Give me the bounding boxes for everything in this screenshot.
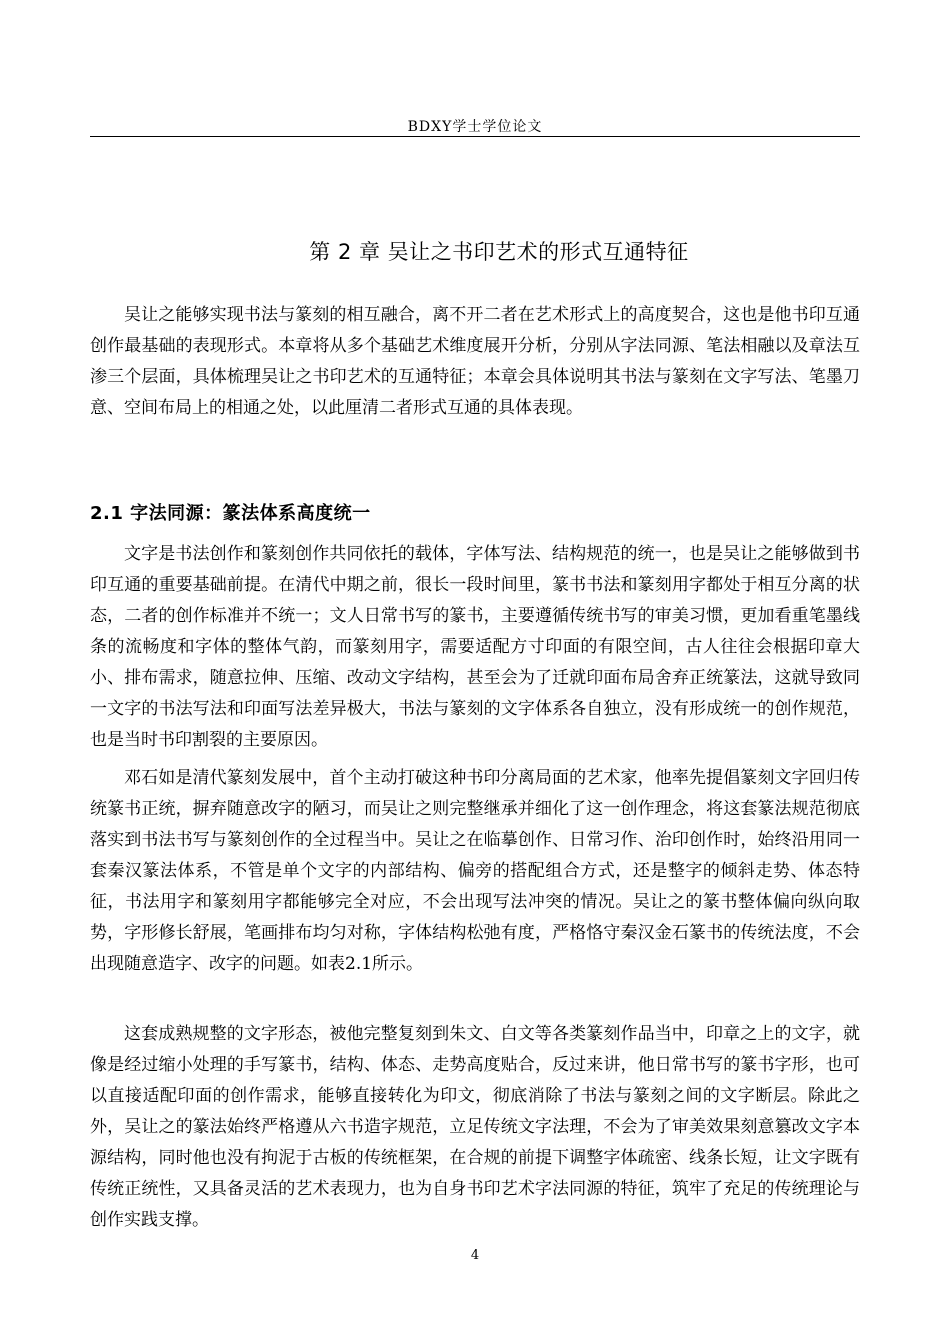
body-paragraph-3: 这套成熟规整的文字形态，被他完整复刻到朱文、白文等各类篆刻作品当中，印章之上的文字，就像是经过缩小处理的手写篆书，结构、体态、走势高度贴合，反过来讲，他日常书写的篆书字形，也可以直接适配印面的创作需求，能够直接转化为印文，彻底消除了书法与篆刻之间的文字断层。除此之外，吴让之的篆法始终严格遵从六书造字规范，立足传统文字法理，不会为了审美效果刻意篡改文字本源结构，同时他也没有拘泥于古板的传统框架，在合规的前提下调整字体疏密、线条长短，让文字既有传统正统性，又具备灵活的艺术表现力，也为自身书印艺术字法同源的特征，筑牢了充足的传统理论与创作实践支撑。: [90, 1024, 860, 1230]
section-title: 2.1 字法同源：篆法体系高度统一: [90, 503, 371, 524]
chapter-intro-paragraph: 吴让之能够实现书法与篆刻的相互融合，离不开二者在艺术形式上的高度契合，这也是他书印互通创作最基础的表现形式。本章将从多个基础艺术维度展开分析，分别从字法同源、笔法相融以及章法互渗三个层面，具体梳理吴让之书印艺术的互通特征；本章会具体说明其书法与篆刻在文字写法、笔墨刀意、空间布局上的相通之处，以此厘清二者形式互通的具体表现。: [90, 305, 860, 418]
running-header: BDXY学士学位论文: [407, 119, 543, 135]
header-rule: [90, 136, 860, 137]
page-number: 4: [470, 1248, 480, 1263]
chapter-title: 第 2 章 吴让之书印艺术的形式互通特征: [309, 240, 689, 264]
body-paragraph-1: 文字是书法创作和篆刻创作共同依托的载体，字体写法、结构规范的统一，也是吴让之能够做到书印互通的重要基础前提。在清代中期之前，很长一段时间里，篆书书法和篆刻用字都处于相互分离的状态，二者的创作标准并不统一；文人日常书写的篆书，主要遵循传统书写的审美习惯，更加看重笔墨线条的流畅度和字体的整体气韵，而篆刻用字，需要适配方寸印面的有限空间，古人往往会根据印章大小、排布需求，随意拉伸、压缩、改动文字结构，甚至会为了迁就印面布局舍弃正统篆法，这就导致同一文字的书法写法和印面写法差异极大，书法与篆刻的文字体系各自独立，没有形成统一的创作规范，也是当时书印割裂的主要原因。: [90, 544, 860, 750]
body-paragraph-2: 邓石如是清代篆刻发展中，首个主动打破这种书印分离局面的艺术家，他率先提倡篆刻文字回归传统篆书正统，摒弃随意改字的陋习，而吴让之则完整继承并细化了这一创作理念，将这套篆法规范彻底落实到书法书写与篆刻创作的全过程当中。吴让之在临摹创作、日常习作、治印创作时，始终沿用同一套秦汉篆法体系，不管是单个文字的内部结构、偏旁的搭配组合方式，还是整字的倾斜走势、体态特征，书法用字和篆刻用字都能够完全对应，不会出现写法冲突的情况。吴让之的篆书整体偏向纵向取势，字形修长舒展，笔画排布均匀对称，字体结构松弛有度，严格恪守秦汉金石篆书的传统法度，不会出现随意造字、改字的问题。如表2.1所示。: [90, 768, 860, 974]
